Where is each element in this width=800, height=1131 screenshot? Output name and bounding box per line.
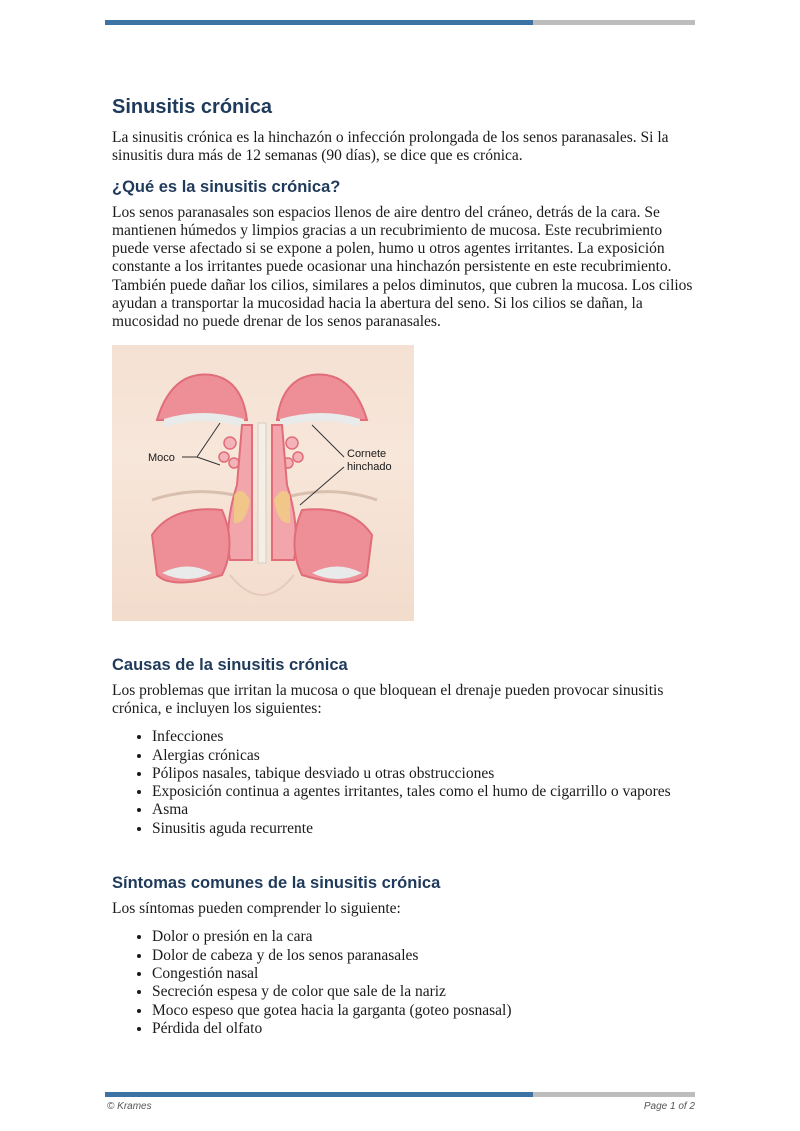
sinus-illustration (112, 345, 414, 621)
section-heading-symptoms: Síntomas comunes de la sinusitis crónica (112, 874, 441, 893)
section-heading-what: ¿Qué es la sinusitis crónica? (112, 177, 341, 196)
causes-list (112, 728, 696, 838)
list-item: • Alergias crónicas (152, 747, 696, 765)
footer-bar-blue (105, 1092, 533, 1097)
header-bar-blue (105, 20, 533, 25)
symptoms-list (112, 928, 696, 1038)
header-bar-gray (533, 20, 695, 25)
list-item: • Secreción espesa y de color que sale de la nariz (152, 983, 696, 1001)
section-body-what: Los senos paranasales son espacios llenos de aire dentro del cráneo, detrás de la cara. Se mantienen húmedos y limpios gracias a un recubrimiento de mucosa. Este recubrimiento puede verse afectado si se expone a polen, humo u otros agentes irritantes. La exposición constante a los irritantes puede ocasionar una hinchazón persistente en este recubrimiento. También puede dañar los cilios, similares a pelos diminutos, que cubren la mucosa. Los cilios ayudan a transportar la mucosidad hacia la abertura del seno. Si los cilios se dañan, la mucosidad no puede drenar de los senos paranasales. (112, 203, 693, 331)
list-item: • Pólipos nasales, tabique desviado u otras obstrucciones (152, 765, 696, 783)
list-item: • Moco espeso que gotea hacia la garganta (goteo posnasal) (152, 1002, 696, 1020)
list-item: • Asma (152, 801, 696, 819)
list-item: • Pérdida del olfato (152, 1020, 696, 1038)
section-body-causes: Los problemas que irritan la mucosa o que bloquean el drenaje pueden provocar sinusitis crónica, e incluyen los siguientes: (112, 681, 664, 717)
list-item: • Exposición continua a agentes irritantes, tales como el humo de cigarrillo o vapores (152, 783, 696, 801)
left-eye-line (152, 491, 242, 499)
page-title: Sinusitis crónica (112, 96, 273, 118)
label-hinchado: hinchado (347, 460, 392, 473)
nose-outline (230, 575, 294, 595)
footer-page-number: Page 1 of 2 (643, 1101, 695, 1112)
footer-bar (105, 1092, 695, 1097)
nasal-septum (258, 423, 266, 563)
sinus-diagram (112, 345, 414, 621)
list-item: • Dolor de cabeza y de los senos paranasales (152, 947, 696, 965)
footer-copyright: © Krames (107, 1101, 152, 1112)
header-bar (105, 20, 695, 25)
list-item: • Infecciones (152, 728, 696, 746)
intro-paragraph: La sinusitis crónica es la hinchazón o infección prolongada de los senos paranasales. Si la sinusitis dura más de 12 semanas (90 días), se dice que es crónica. (112, 129, 669, 165)
footer-bar-gray (533, 1092, 695, 1097)
list-item: • Sinusitis aguda recurrente (152, 820, 696, 838)
label-moco: Moco (148, 451, 175, 464)
list-item: • Congestión nasal (152, 965, 696, 983)
right-eye-line (287, 491, 377, 499)
section-body-symptoms: Los síntomas pueden comprender lo siguiente: (112, 900, 401, 918)
article (112, 94, 696, 1038)
label-cornete: Cornete (347, 447, 387, 460)
section-heading-causes: Causas de la sinusitis crónica (112, 655, 348, 674)
list-item: • Dolor o presión en la cara (152, 928, 696, 946)
